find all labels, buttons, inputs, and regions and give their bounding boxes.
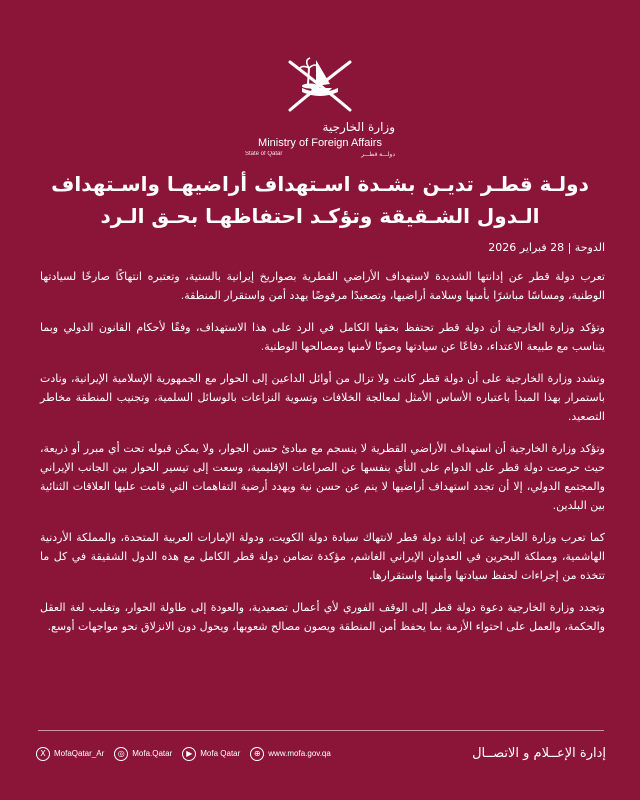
youtube-icon: ▶	[182, 747, 196, 761]
instagram-icon: ◎	[114, 747, 128, 761]
social-handle: MofaQatar_Ar	[54, 749, 105, 758]
footer-divider	[38, 730, 604, 731]
state-line	[245, 151, 395, 158]
social-handle: www.mofa.gov.qa	[268, 749, 331, 758]
social-links	[36, 747, 331, 761]
paragraph: تعرب دولة قطر عن إدانتها الشديدة لاستهداف الأراضي القطرية بصواريخ إيرانية بالستية، وتعتبره انتهاكًا صارخًا لسيادتها الوطنية، ومساسًا مباشرًا بأمنها وسلامة أراضيها، وتصعيدًا مرفوضًا يهدد أمن واستقرار المنطقة.	[40, 270, 605, 302]
social-handle: Mofa Qatar	[200, 749, 241, 758]
social-handle: Mofa.Qatar	[132, 749, 173, 758]
social-x[interactable]	[36, 747, 104, 761]
ministry-name-english: Ministry of Foreign Affairs	[258, 137, 382, 149]
social-youtube[interactable]	[182, 747, 240, 761]
statement-body	[40, 238, 605, 649]
title-line-1: دولـة قطـر تديـن بشـدة اسـتهداف أراضيهـا واسـتهداف	[51, 172, 589, 196]
qatar-emblem-icon	[280, 48, 360, 116]
social-instagram[interactable]	[114, 747, 172, 761]
statement-title	[30, 168, 610, 232]
footer	[36, 746, 606, 761]
paragraph: وتشدد وزارة الخارجية على أن دولة قطر كانت ولا تزال من أوائل الداعين إلى الحوار مع الجمهورية الإسلامية الإيرانية، ونادت باستمرار بهذا المبدأ باعتباره الأساس الأمثل لمعالجة الخلافات وتسوية النزاعات بالوسائل السلمية، وتجنيب المنطقة مخاطر التصعيد.	[40, 372, 605, 423]
social-website[interactable]	[250, 747, 331, 761]
globe-icon: ⊕	[250, 747, 264, 761]
state-name-arabic: دولـــة قطـــر	[361, 152, 395, 158]
dateline: الدوحة | 28 فبراير 2026	[488, 241, 605, 254]
paragraph: وتجدد وزارة الخارجية دعوة دولة قطر إلى الوقف الفوري لأي أعمال تصعيدية، والعودة إلى طاولة الحوار، وتغليب لغة العقل والحكمة، والعمل على احتواء الأزمة بما يحفظ أمن المنطقة ويصون مصالح شعوبها، ويحول دون الانزلاق نحو مواجهات أوسع.	[40, 601, 605, 633]
paragraph: وتؤكد وزارة الخارجية أن استهداف الأراضي القطرية لا ينسجم مع مبادئ حسن الجوار، ولا يمكن قبوله تحت أي مبرر أو ذريعة، حيث حرصت دولة قطر على الدوام على النأي بنفسها عن الصراعات الإقليمية، وسعت إلى تيسير الحوار بين الجانب الإيراني والمجتمع الدولي، إلا أن تجدد استهداف أراضيها لا ينم عن حسن نية ويهدد أرضية التفاهمات التي قامت عليها العلاقات الثنائية بين البلدين.	[40, 442, 605, 512]
paragraph: كما تعرب وزارة الخارجية عن إدانة دولة قطر لانتهاك سيادة دولة الكويت، ودولة الإمارات العربية المتحدة، والمملكة الأردنية الهاشمية، ومملكة البحرين في العدوان الإيراني الغاشم، مؤكدة تضامن دولة قطر الكامل مع هذه الدول الشقيقة في كل ما تتخذه من إجراءات لحفظ سيادتها وأمنها واستقرارها.	[40, 531, 605, 582]
x-icon: X	[36, 747, 50, 761]
letterhead	[0, 48, 640, 158]
title-line-2: الـدول الشـقيقة وتؤكـد احتفاظهـا بحـق الـرد	[100, 204, 540, 228]
department-name: إدارة الإعــلام و الاتصــال	[472, 746, 606, 761]
state-name-english: State of Qatar	[245, 151, 283, 157]
paragraph: وتؤكد وزارة الخارجية أن دولة قطر تحتفظ بحقها الكامل في الرد على هذا الاستهداف، وفقًا لأحكام القانون الدولي وبما يتناسب مع طبيعة الاعتداء، دفاعًا عن سيادتها وصونًا لأمنها ومصالحها الوطنية.	[40, 321, 605, 353]
ministry-name-arabic: وزارة الخارجية	[322, 120, 395, 134]
